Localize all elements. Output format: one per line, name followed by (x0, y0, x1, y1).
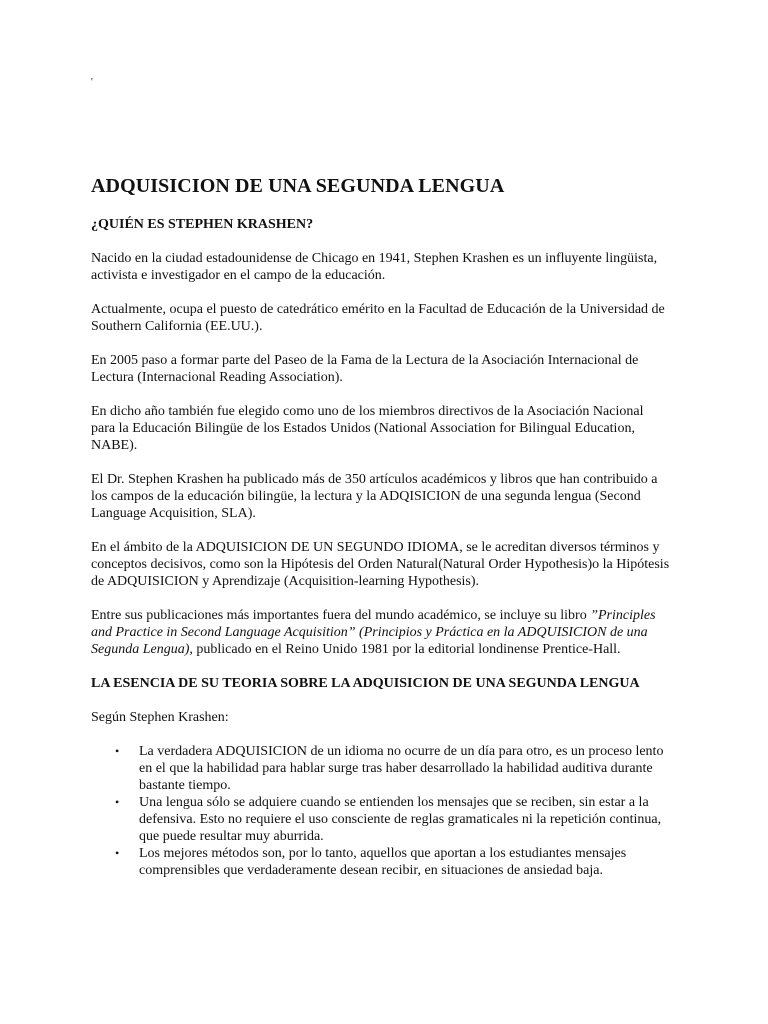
paragraph-hypotheses: En el ámbito de la ADQUISICION DE UN SEGUNDO IDIOMA, se le acreditan diversos términos y conceptos decisivos, como son la Hipótesis del Orden Natural(Natural Order Hypothesis)o la Hipótesis de ADQUISICION y Aprendizaje (Acquisition-learning Hypothesis). (91, 540, 670, 589)
section-heading-theory: LA ESENCIA DE SU TEORIA SOBRE LA ADQUISICION DE UNA SEGUNDA LENGUA (91, 676, 640, 691)
list-item-text: Una lengua sólo se adquiere cuando se entienden los mensajes que se reciben, sin estar a la defensiva. Esto no requiere el uso consciente de reglas gramaticales ni la repetición continua, que puede resultar muy aburrida. (139, 795, 662, 844)
paragraph-birth: Nacido en la ciudad estadounidense de Chicago en 1941, Stephen Krashen es un influyente lingüista, activista e investigador en el campo de la educación. (91, 251, 658, 283)
paragraph-publications: El Dr. Stephen Krashen ha publicado más de 350 artículos académicos y libros que han contribuido a los campos de la educación bilingüe, la lectura y la ADQISICION de una segunda lengua (Second Language Acquisition, SLA). (91, 472, 658, 521)
document-title: ADQUISICION DE UNA SEGUNDA LENGUA (91, 175, 505, 197)
stray-mark: ' (91, 77, 93, 88)
list-item (91, 743, 671, 794)
list-item (91, 794, 671, 845)
document-page (91, 78, 671, 879)
paragraph-book (91, 607, 671, 658)
theory-list (91, 743, 671, 879)
list-item-text: La verdadera ADQUISICION de un idioma no ocurre de un día para otro, es un proceso lento en el que la habilidad para hablar surge tras haber desarrollado la habilidad auditiva durante bastante tiempo. (139, 744, 664, 793)
book-outro: , publicado en el Reino Unido 1981 por la editorial londinense Prentice-Hall. (189, 642, 621, 657)
bullet-icon: • (115, 846, 120, 860)
paragraph-nabe: En dicho año también fue elegido como uno de los miembros directivos de la Asociación Nacional para la Educación Bilingüe de los Estados Unidos (National Association for Bilingual Education, NABE). (91, 404, 644, 453)
section-heading-krashen: ¿QUIÉN ES STEPHEN KRASHEN? (91, 217, 314, 232)
paragraph-position: Actualmente, ocupa el puesto de catedrático emérito en la Facultad de Educación de la Universidad de Southern California (EE.UU.). (91, 302, 665, 334)
book-intro: Entre sus publicaciones más importantes fuera del mundo académico, se incluye su libro (91, 608, 591, 623)
list-item (91, 845, 671, 879)
book-title: ”Principles and Practice in Second Language Acquisition” (Principios y Práctica en la ADQUISICION de una Segunda Lengua) (91, 608, 656, 657)
paragraph-hall-of-fame: En 2005 paso a formar parte del Paseo de la Fama de la Lectura de la Asociación Internacional de Lectura (Internacional Reading Association). (91, 353, 639, 385)
list-item-text: Los mejores métodos son, por lo tanto, aquellos que aportan a los estudiantes mensajes comprensibles que verdaderamente desean recibir, en situaciones de ansiedad baja. (139, 846, 627, 878)
bullet-icon: • (115, 795, 120, 809)
bullet-icon: • (115, 744, 120, 758)
paragraph-according-to: Según Stephen Krashen: (91, 710, 229, 725)
